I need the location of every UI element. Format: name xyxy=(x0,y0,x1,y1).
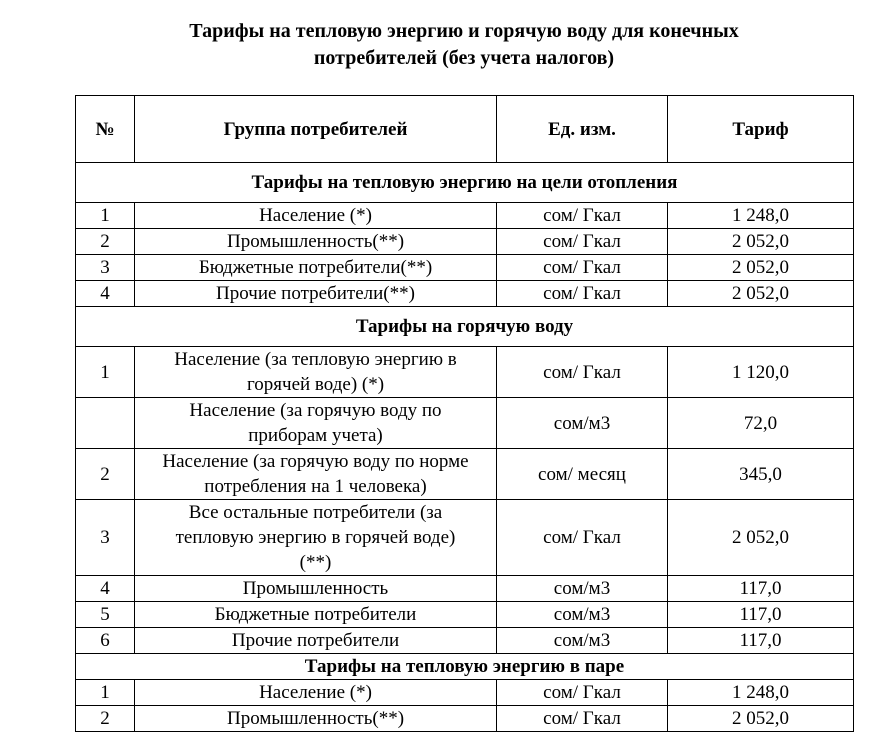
row-unit: сом/м3 xyxy=(497,576,668,602)
row-tariff: 1 248,0 xyxy=(668,680,854,706)
row-number: 5 xyxy=(76,602,135,628)
section-heating-title: Тарифы на тепловую энергию на цели отопления xyxy=(76,163,854,203)
row-group: Промышленность(**) xyxy=(135,229,497,255)
row-number: 6 xyxy=(76,628,135,654)
table-row xyxy=(76,680,854,706)
row-tariff: 117,0 xyxy=(668,576,854,602)
row-number: 2 xyxy=(76,706,135,732)
table-row xyxy=(76,281,854,307)
row-unit: сом/м3 xyxy=(497,628,668,654)
row-number: 2 xyxy=(76,449,135,500)
table-row xyxy=(76,229,854,255)
header-number: № xyxy=(76,96,135,163)
section-hot-water-title: Тарифы на горячую воду xyxy=(76,307,854,347)
row-tariff: 2 052,0 xyxy=(668,281,854,307)
row-unit: сом/ Гкал xyxy=(497,255,668,281)
row-group xyxy=(135,449,497,500)
row-number: 3 xyxy=(76,500,135,576)
row-group-line: Все остальные потребители (за xyxy=(188,502,443,523)
table-row xyxy=(76,203,854,229)
row-unit: сом/м3 xyxy=(497,398,668,449)
row-unit: сом/ месяц xyxy=(497,449,668,500)
table-row xyxy=(76,347,854,398)
table-row xyxy=(76,398,854,449)
row-tariff: 117,0 xyxy=(668,628,854,654)
row-tariff: 2 052,0 xyxy=(668,500,854,576)
header-tariff: Тариф xyxy=(668,96,854,163)
row-group-line: Население (за горячую воду по xyxy=(189,400,442,421)
header-consumer-group: Группа потребителей xyxy=(135,96,497,163)
row-group-line: потребления на 1 человека) xyxy=(204,476,427,497)
section-hot-water xyxy=(76,307,854,347)
row-unit: сом/м3 xyxy=(497,602,668,628)
document-title-line-1: Тарифы на тепловую энергию и горячую воду для конечных xyxy=(189,20,739,42)
row-number: 4 xyxy=(76,576,135,602)
row-number: 1 xyxy=(76,203,135,229)
row-group: Прочие потребители(**) xyxy=(135,281,497,307)
row-unit: сом/ Гкал xyxy=(497,706,668,732)
row-unit: сом/ Гкал xyxy=(497,229,668,255)
section-steam-title: Тарифы на тепловую энергию в паре xyxy=(76,654,854,680)
section-heating xyxy=(76,163,854,203)
row-group: Население (*) xyxy=(135,680,497,706)
row-unit: сом/ Гкал xyxy=(497,680,668,706)
row-tariff: 345,0 xyxy=(668,449,854,500)
row-unit: сом/ Гкал xyxy=(497,203,668,229)
row-group: Прочие потребители xyxy=(135,628,497,654)
row-tariff: 1 120,0 xyxy=(668,347,854,398)
row-tariff: 2 052,0 xyxy=(668,255,854,281)
row-group xyxy=(135,398,497,449)
row-group: Бюджетные потребители xyxy=(135,602,497,628)
row-number xyxy=(76,398,135,449)
table-row xyxy=(76,602,854,628)
row-group-line: (**) xyxy=(299,552,332,573)
row-group-line: Население (за тепловую энергию в xyxy=(174,349,457,370)
document-title-line-2: потребителей (без учета налогов) xyxy=(313,47,615,69)
row-group xyxy=(135,347,497,398)
row-unit: сом/ Гкал xyxy=(497,500,668,576)
row-number: 1 xyxy=(76,347,135,398)
row-tariff: 1 248,0 xyxy=(668,203,854,229)
table-header-row xyxy=(76,96,854,163)
row-group: Промышленность xyxy=(135,576,497,602)
table-row xyxy=(76,500,854,576)
row-group-line: горячей воде) (*) xyxy=(246,374,385,395)
table-row xyxy=(76,449,854,500)
section-steam xyxy=(76,654,854,680)
table-row xyxy=(76,628,854,654)
row-group xyxy=(135,500,497,576)
document-title xyxy=(0,18,889,72)
table-row xyxy=(76,576,854,602)
row-group-line: тепловую энергию в горячей воде) xyxy=(175,527,456,548)
row-number: 3 xyxy=(76,255,135,281)
row-group: Бюджетные потребители(**) xyxy=(135,255,497,281)
row-tariff: 117,0 xyxy=(668,602,854,628)
row-group: Население (*) xyxy=(135,203,497,229)
table-row xyxy=(76,706,854,732)
header-unit: Ед. изм. xyxy=(497,96,668,163)
row-tariff: 72,0 xyxy=(668,398,854,449)
row-number: 2 xyxy=(76,229,135,255)
row-tariff: 2 052,0 xyxy=(668,706,854,732)
row-group-line: Население (за горячую воду по норме xyxy=(162,451,469,472)
row-number: 1 xyxy=(76,680,135,706)
row-unit: сом/ Гкал xyxy=(497,281,668,307)
row-group: Промышленность(**) xyxy=(135,706,497,732)
table-row xyxy=(76,255,854,281)
row-group-line: приборам учета) xyxy=(248,425,383,446)
row-number: 4 xyxy=(76,281,135,307)
row-tariff: 2 052,0 xyxy=(668,229,854,255)
row-unit: сом/ Гкал xyxy=(497,347,668,398)
tariffs-table xyxy=(75,95,854,732)
